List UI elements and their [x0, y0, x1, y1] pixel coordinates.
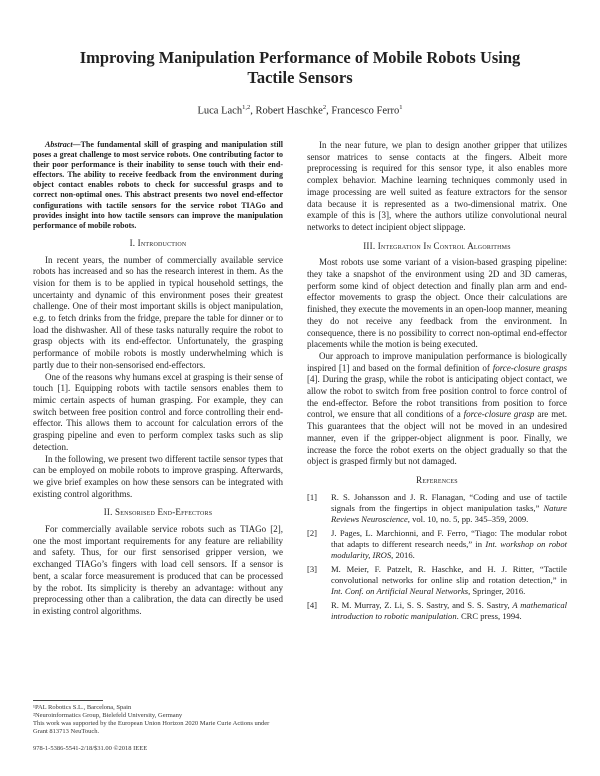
- reference-number: [3]: [307, 563, 318, 574]
- reference-text: M. Meier, F. Patzelt, R. Haschke, and H. J. Ritter, “Tactile convolutional networks for online slip and rotation detection,” in: [331, 563, 567, 585]
- title-line-2: Tactile Sensors: [247, 68, 353, 87]
- reference-text: R. M. Murray, Z. Li, S. S. Sastry, and S. S. Sastry,: [331, 599, 513, 610]
- reference-item: [307, 492, 567, 525]
- reference-number: [1]: [307, 491, 318, 502]
- paragraph: [307, 351, 567, 468]
- title-line-1: Improving Manipulation Performance of Mobile Robots Using: [79, 48, 521, 67]
- author-list: Luca Lach$^{1,2}$, Robert Haschke$^2$, Francesco Ferro$^1$: [197, 104, 403, 117]
- reference-venue: Int. Conf. on Artificial Neural Networks: [331, 585, 469, 596]
- section-heading-sensorised-end-effectors: II. Sensorised End-Effectors: [103, 507, 213, 518]
- footnote: ¹PAL Robotics S.L., Barcelona, Spain: [33, 704, 132, 711]
- reference-venue: Int. workshop on robot modularity, IROS: [331, 538, 567, 560]
- copyright-notice: 978-1-5386-5541-2/18/$31.00 ©2018 IEEE: [33, 745, 148, 752]
- footnote: This work was supported by the European Union Horizon 2020 Marie Curie Actions under Grant 813713 NeuTouch.: [33, 720, 270, 735]
- footnote: ²Neuroinformatics Group, Bielefeld University, Germany: [33, 712, 183, 719]
- reference-venue: A mathematical introduction to robotic manipulation: [331, 599, 568, 621]
- reference-item: [307, 528, 567, 561]
- paragraph: For commercially available service robots such as TIAGo [2], one the most important requirements for any feature are reliability and safety. Thus, for our first sensorised gripper version, we exchanged TIAGo’s fingers with load cell sensors. If a sensor is bent, a scalar force measurement is produced that can be processed by the robot. Its simplicity is thereby an advantage: without any preprocessing other than a calibration, the data can directly be used in existing control algorithms.: [33, 524, 283, 616]
- author-name: Francesco Ferro: [331, 105, 400, 117]
- emphasis-text: force-closure grasps: [492, 362, 567, 373]
- reference-item: [307, 600, 567, 622]
- reference-text: . CRC press, 1994.: [456, 610, 522, 621]
- reference-venue: Nature Reviews Neuroscience: [331, 502, 567, 524]
- reference-text: R. S. Johansson and J. R. Flanagan, “Coding and use of tactile signals from the fingertips in object manipulation tasks,”: [331, 491, 567, 513]
- paragraph: One of the reasons why humans excel at grasping is their sense of touch [1]. Equipping robots with tactile sensors enables them to mimic certain aspects of human grasping. For example, they can switch between free position control and force controlling their end-effector. This allows them to account for calculation errors of the grasping pipeline and even to perform complex tasks such as slip detection.: [33, 371, 283, 452]
- paragraph-text: [4]. During the grasp, while the robot is anticipating object contact, we allow the robot to switch from free position control to force control of the end-effector. Before the robot transitions from position to force control, we ensure that all conditions of a: [307, 374, 567, 420]
- reference-item: [307, 564, 567, 597]
- paragraph-text: are met. This guarantees that the object will not be moved in an undesired manner, even if the gripper-object alignment is poor. Finally, we increase the force the robot exerts on the object gradually so that the object is grasped firmly but not damaged.: [307, 409, 567, 467]
- paragraph: In recent years, the number of commercially available service robots has increased and so has the research interest in them. As the vision for them is to be applied in typical household settings, the uncertainty and dynamic of this environment poses their greatest challenge. One of their most important skills is object manipulation, e.g. to fetch drinks from the fridge, prepare the table for dinner or to load the dishwasher. All of these tasks naturally require the robot to grasp objects with its end-effector. Unfortunately, the grasping performance of mobile robots is mostly underwhelming which is partly due to their non-sensorised end-effectors.: [33, 254, 283, 370]
- section-heading-introduction: I. Introduction: [129, 237, 187, 248]
- right-column: [307, 140, 567, 625]
- reference-text: , vol. 10, no. 5, pp. 345–359, 2009.: [407, 513, 529, 524]
- reference-text: , 2016.: [391, 549, 415, 560]
- author-affiliation: 1: [399, 104, 403, 111]
- author-name: Robert Haschke: [255, 105, 323, 117]
- abstract-label: Abstract—: [45, 140, 81, 149]
- author-affiliation: 2: [322, 104, 327, 111]
- reference-list: [307, 492, 567, 622]
- abstract-text: The fundamental skill of grasping and manipulation still poses a great challenge to most service robots. One contributing factor to their poor performance is their inability to sense touch with their end-effectors. The ability to receive feedback from the environment during object contact enables robots to check for successful grasps and to correct non-optimal ones. This abstract presents two novel end-effector configurations with tactile sensors for the service robot TIAGo and provides insight into how tactile sensors can improve the manipulation performance of mobile robots.: [33, 140, 283, 230]
- reference-text: J. Pages, L. Marchionni, and F. Ferro, “Tiago: The modular robot that adapts to different research needs,” in: [331, 527, 567, 549]
- paragraph: Most robots use some variant of a vision-based grasping pipeline: they take a snapshot of the environment using 2D and 3D cameras, perform some kind of object detection and finally plan arm and end-effector movements to grasp the object. Once their calculations are finished, they execute the movements in an open-loop manner, meaning they do not receive any feedback from the environment. In consequence, there is no possibility to correct non-optimal end-effector placements while the motion is being executed.: [307, 257, 567, 350]
- reference-text: , Springer, 2016.: [468, 585, 526, 596]
- paragraph: In the near future, we plan to design another gripper that utilizes sensor matrices to sense contacts at the fingers. Albeit more preprocessing is required for this sensor type, it also enables more complex behavior. Machine learning techniques commonly used in image processing are well suited as feature extractors for the sensor data because it is represented as a two-dimensional matrix. One example of this is [3], where the authors utilize convolutional neural networks to detect incipient object slippage.: [307, 140, 567, 232]
- footnotes: [33, 704, 283, 736]
- emphasis-text: force-closure grasp: [463, 409, 535, 420]
- abstract: [33, 140, 283, 231]
- section-heading-integration: III. Integration In Control Algorithms: [363, 240, 511, 251]
- section-heading-references: References: [416, 474, 458, 485]
- reference-number: [2]: [307, 527, 318, 538]
- left-column: [33, 140, 283, 618]
- author-name: Luca Lach: [197, 105, 243, 117]
- reference-number: [4]: [307, 599, 318, 610]
- author-affiliation: 1,2: [242, 104, 251, 111]
- paragraph: In the following, we present two different tactile sensor types that can be employed on mobile robots to improve grasping. Afterwards, we give brief examples on how these sensors can be integrated with existing control algorithms.: [33, 453, 283, 499]
- paragraph-text: Our approach to improve manipulation performance is biologically inspired [1] and based on the formal definition of: [307, 350, 567, 373]
- footnote-rule: [33, 700, 103, 701]
- paper-title: [40, 48, 560, 88]
